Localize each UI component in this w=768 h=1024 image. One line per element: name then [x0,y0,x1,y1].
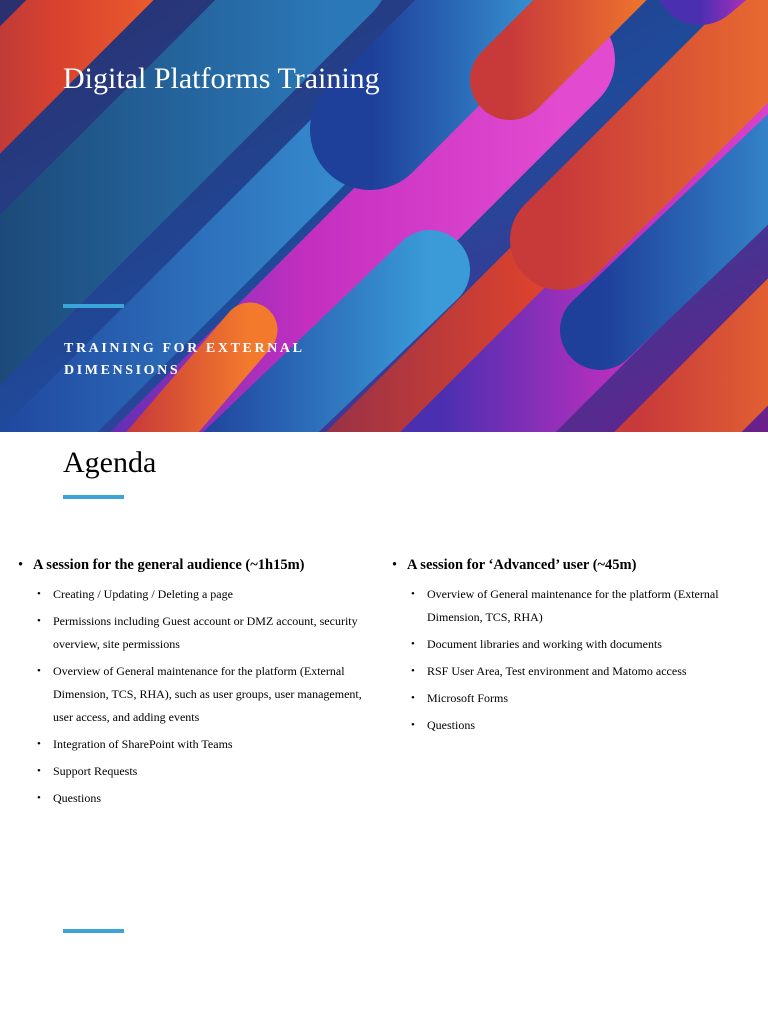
list-item-text: Support Requests [53,764,138,778]
advanced-session-heading [392,554,752,576]
list-item [18,787,370,810]
bullet-icon: • [37,792,41,804]
title-accent-bar [63,304,124,308]
list-item-text: Integration of SharePoint with Teams [53,737,233,751]
list-item [18,760,370,783]
title-slide [0,0,768,432]
list-item [392,583,752,629]
general-session-column [18,554,370,814]
list-item-text: Microsoft Forms [427,691,508,705]
list-item-text: Overview of General maintenance for the platform (External Dimension, TCS, RHA) [427,587,719,624]
list-item [18,733,370,756]
list-item-text: Questions [53,791,101,805]
list-item [392,660,752,683]
list-item [18,583,370,606]
list-item [392,687,752,710]
footer-accent-bar [63,929,124,933]
list-item-text: Permissions including Guest account or DMZ account, security overview, site permissions [53,614,358,651]
agenda-slide [0,432,768,1024]
list-item [18,610,370,656]
list-item [392,633,752,656]
bullet-icon: • [411,588,415,600]
list-item-text: Overview of General maintenance for the platform (External Dimension, TCS, RHA), such as user groups, user management, user access, and adding events [53,664,362,724]
bullet-icon: • [411,692,415,704]
bullet-icon: • [37,738,41,750]
list-item-text: RSF User Area, Test environment and Matomo access [427,664,687,678]
agenda-accent-bar [63,495,124,499]
advanced-session-heading-text: A session for ‘Advanced’ user (~45m) [407,557,637,573]
agenda-heading: Agenda [63,446,157,479]
bullet-icon: • [411,719,415,731]
list-item [392,714,752,737]
bullet-icon: • [37,665,41,677]
list-item-text: Document libraries and working with documents [427,637,662,651]
presentation-subtitle: TRAINING FOR EXTERNAL DIMENSIONS [64,341,304,378]
advanced-session-column [392,554,752,741]
advanced-session-list [392,583,752,737]
list-item-text: Creating / Updating / Deleting a page [53,587,233,601]
general-session-list [18,583,370,810]
presentation-title: Digital Platforms Training [63,62,380,95]
bullet-icon: • [392,557,398,573]
bullet-icon: • [411,665,415,677]
general-session-heading-text: A session for the general audience (~1h15m) [33,557,305,573]
bullet-icon: • [18,557,24,573]
general-session-heading [18,554,370,576]
bullet-icon: • [37,588,41,600]
list-item [18,660,370,729]
list-item-text: Questions [427,718,475,732]
bullet-icon: • [411,638,415,650]
bullet-icon: • [37,765,41,777]
bullet-icon: • [37,615,41,627]
